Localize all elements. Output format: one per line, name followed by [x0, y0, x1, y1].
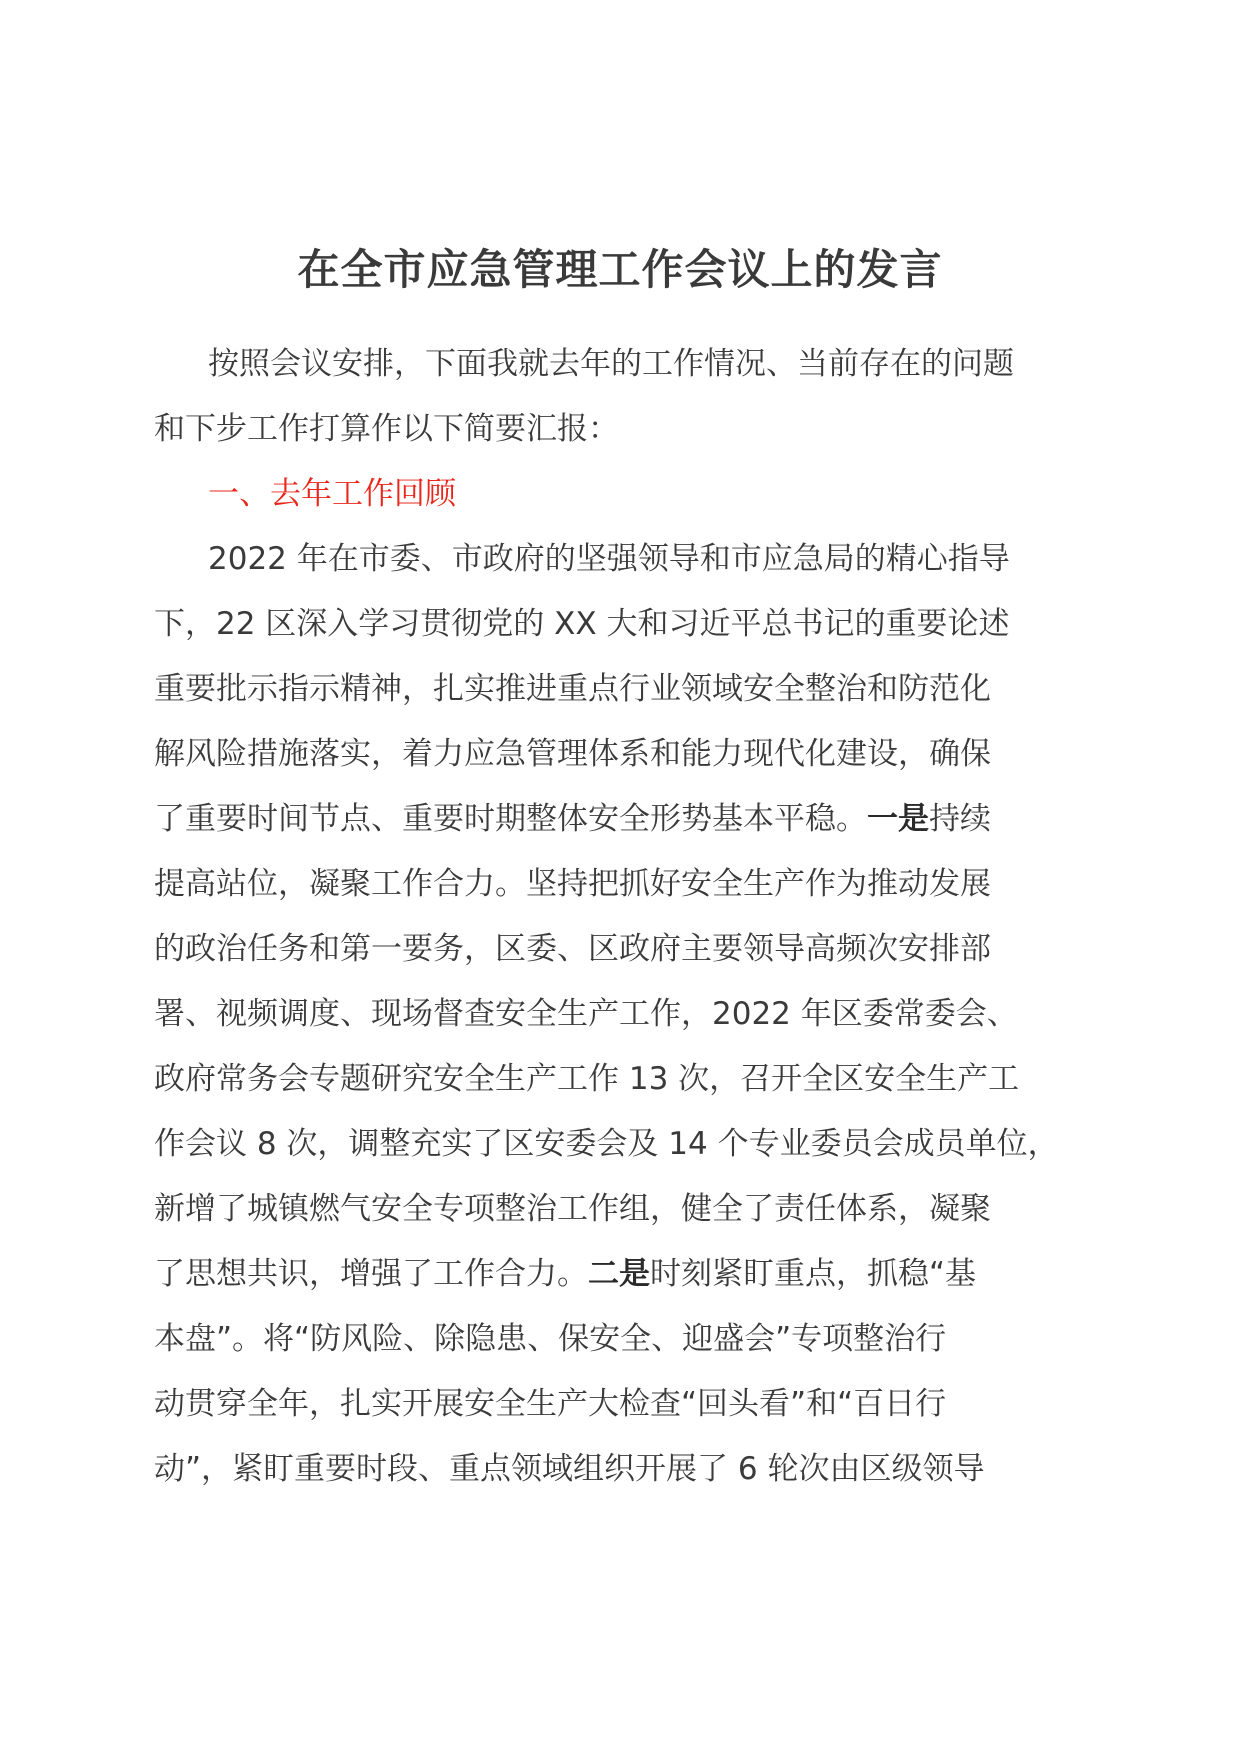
text-segment: 了重要时间节点、重要时期整体安全形势基本平稳。 — [154, 801, 867, 837]
text-line: 按照会议安排，下面我就去年的工作情况、当前存在的问题 — [208, 346, 1014, 382]
emphasis-marker: 二是 — [588, 1256, 650, 1292]
text-line: 动”，紧盯重要时段、重点领域组织开展了 6 轮次由区级领导 — [154, 1451, 985, 1487]
text-line: 的政治任务和第一要务，区委、区政府主要领导高频次安排部 — [154, 931, 991, 967]
emphasis-marker: 一是 — [867, 801, 929, 837]
text-line: 政府常务会专题研究安全生产工作 13 次，召开全区安全生产工 — [154, 1061, 1020, 1097]
text-line: 作会议 8 次，调整充实了区安委会及 14 个专业委员会成员单位， — [154, 1126, 1059, 1162]
text-line — [154, 787, 1099, 852]
text-segment: 了思想共识，增强了工作合力。 — [154, 1256, 588, 1292]
text-line: 提高站位，凝聚工作合力。坚持把抓好安全生产作为推动发展 — [154, 866, 991, 902]
text-line: 下，22 区深入学习贯彻党的 XX 大和习近平总书记的重要论述 — [154, 606, 1010, 642]
text-segment: 持续 — [929, 801, 991, 837]
text-line: 和下步工作打算作以下简要汇报： — [154, 411, 619, 447]
intro-paragraph — [154, 332, 1099, 462]
text-line: 新增了城镇燃气安全专项整治工作组，健全了责任体系，凝聚 — [154, 1191, 991, 1227]
text-line — [154, 1242, 1099, 1307]
document-body — [154, 332, 1099, 1502]
text-line: 动贯穿全年，扎实开展安全生产大检查“回头看”和“百日行 — [154, 1386, 947, 1422]
text-line: 署、视频调度、现场督查安全生产工作，2022 年区委常委会、 — [154, 996, 1018, 1032]
section-heading: 一、去年工作回顾 — [208, 476, 456, 512]
text-line: 2022 年在市委、市政府的坚强领导和市应急局的精心指导 — [208, 541, 1010, 577]
text-line: 解风险措施落实，着力应急管理体系和能力现代化建设，确保 — [154, 736, 991, 772]
text-line: 本盘”。将“防风险、除隐患、保安全、迎盛会”专项整治行 — [154, 1321, 947, 1357]
review-paragraph — [154, 527, 1099, 1502]
document-title: 在全市应急管理工作会议上的发言 — [297, 245, 943, 294]
text-line: 重要批示指示精神，扎实推进重点行业领域安全整治和防范化 — [154, 671, 991, 707]
text-segment: 时刻紧盯重点，抓稳“基 — [650, 1256, 977, 1292]
